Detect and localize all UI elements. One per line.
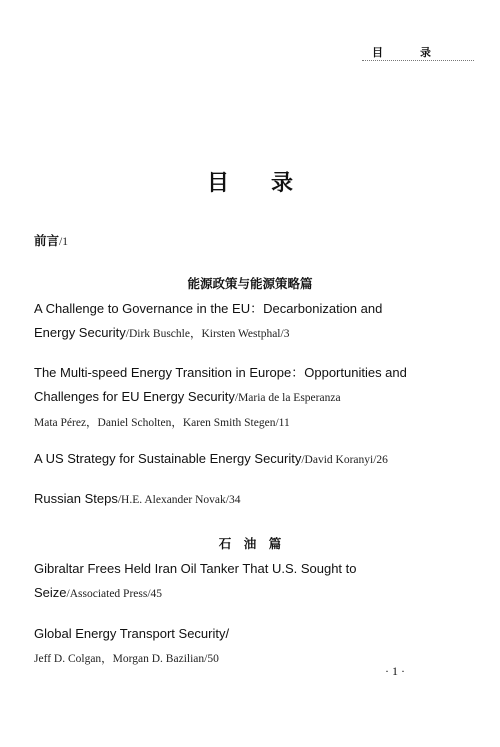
entry-title-line: The Multi-speed Energy Transition in Europe：Opportunities and	[34, 365, 407, 380]
entry-authors: /Maria de la Esperanza	[234, 392, 341, 404]
preface-page: /1	[59, 236, 68, 248]
running-head-right: 录	[420, 46, 431, 59]
toc-entry-preface	[34, 229, 474, 254]
section-heading-energy-policy: 能源政策与能源策略篇	[187, 276, 313, 291]
entry-title-line: Gibraltar Frees Held Iran Oil Tanker That U.S. Sought to	[34, 561, 357, 576]
toc-entry	[34, 297, 474, 346]
page-number: · 1 ·	[385, 664, 405, 678]
entry-authors: /H.E. Alexander Novak/34	[117, 494, 241, 506]
page-title-left: 目	[206, 171, 229, 196]
toc-entry	[34, 487, 474, 512]
page-title-right: 录	[271, 171, 294, 196]
toc-entry	[34, 557, 474, 606]
entry-title: Challenges for EU Energy Security	[34, 389, 235, 404]
entry-authors: Jeff D. Colgan，Morgan D. Bazilian/50	[34, 653, 219, 665]
running-head-rule	[362, 60, 474, 61]
entry-title: Seize	[34, 585, 67, 600]
entry-title: Energy Security	[34, 325, 126, 340]
toc-entry	[34, 447, 474, 472]
entry-title: A US Strategy for Sustainable Energy Security	[34, 451, 302, 466]
page-title	[0, 166, 500, 197]
entry-authors: /Associated Press/45	[66, 588, 163, 600]
entry-authors: /David Koranyi/26	[301, 454, 388, 466]
entry-authors: Mata Pérez，Daniel Scholten，Karen Smith Stegen/11	[34, 417, 290, 429]
section-heading-oil: 石 油 篇	[218, 536, 282, 551]
entry-authors: /Dirk Buschle，Kirsten Westphal/3	[125, 328, 290, 340]
toc-entry	[34, 361, 474, 435]
toc-entry	[34, 622, 474, 671]
running-head-left: 目	[372, 46, 383, 59]
entry-title: Russian Steps	[34, 491, 118, 506]
preface-label: 前言	[34, 233, 60, 248]
entry-title-line: A Challenge to Governance in the EU：Decarbonization and	[34, 301, 383, 316]
entry-title-line: Global Energy Transport Security/	[34, 626, 230, 641]
